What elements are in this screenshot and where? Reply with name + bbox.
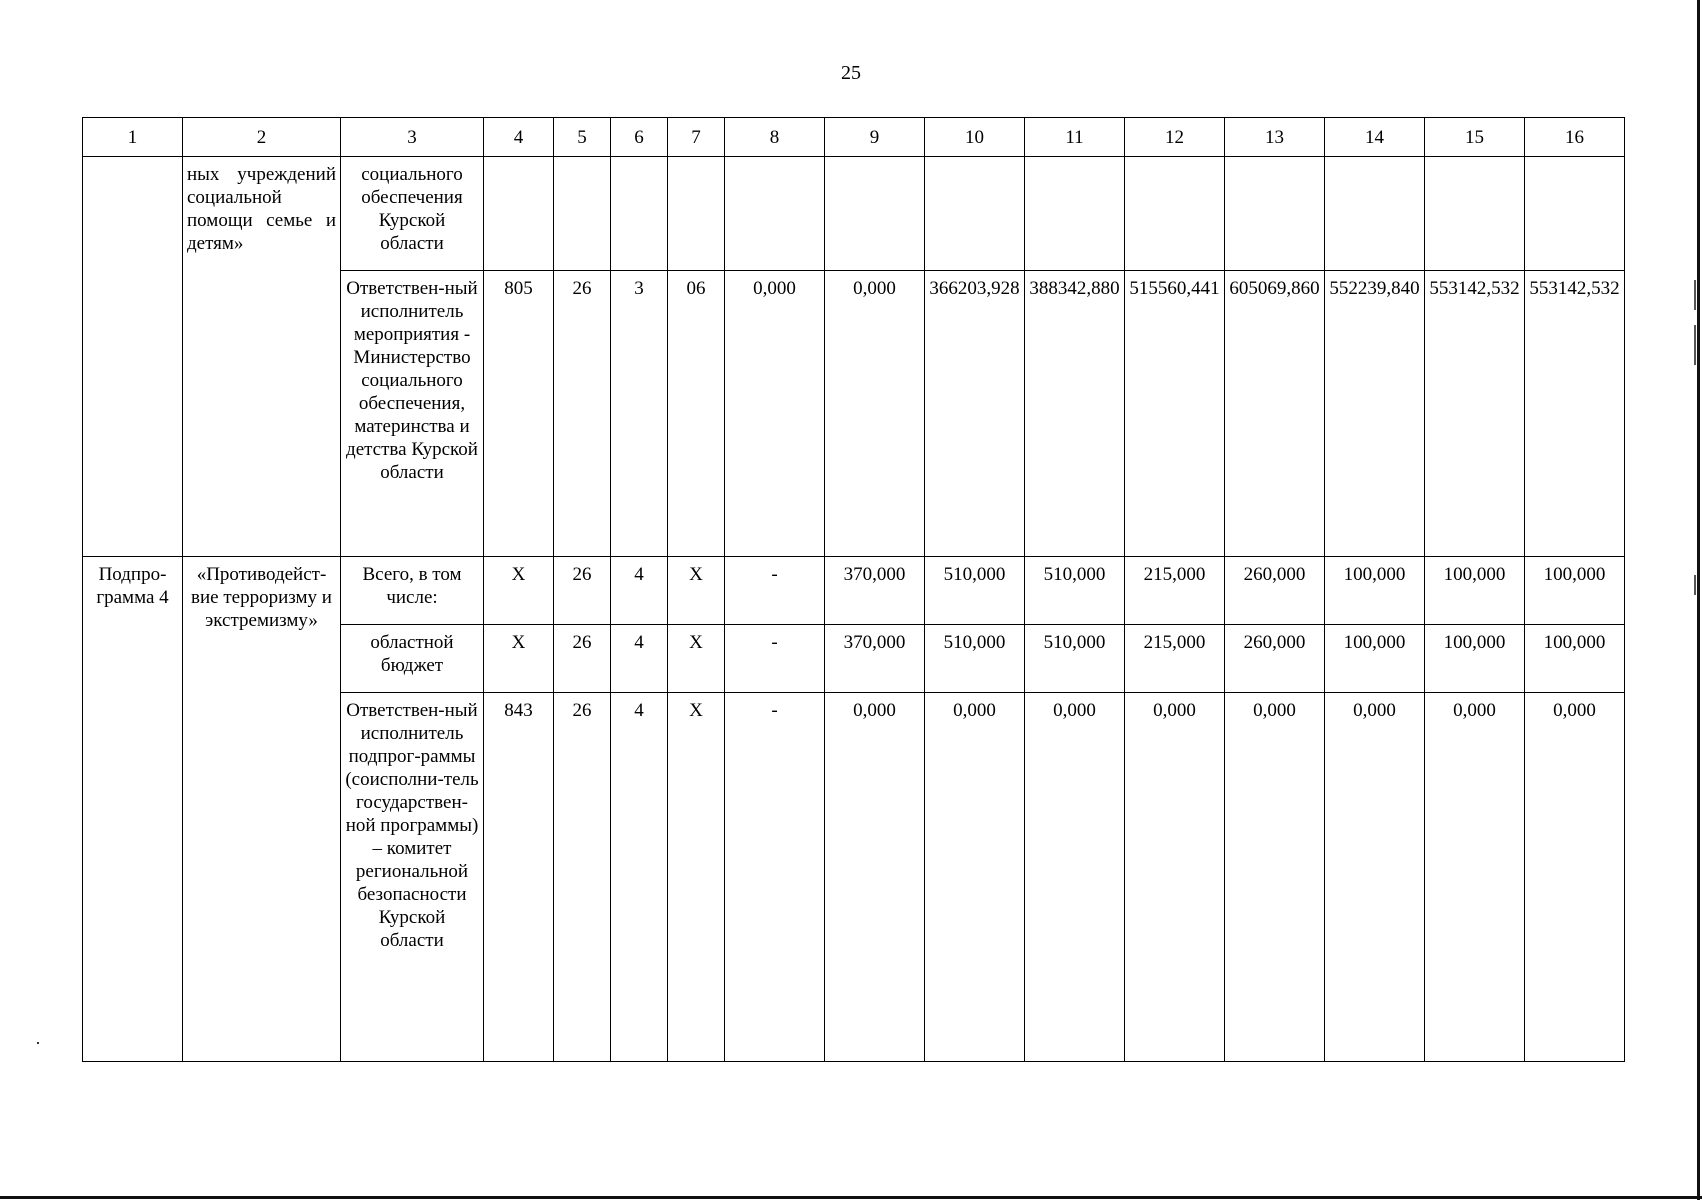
header-cell: 3 xyxy=(341,118,484,157)
cell-empty xyxy=(1225,157,1325,271)
budget-table xyxy=(82,117,1625,1062)
cell-value: 366203,928 xyxy=(925,271,1025,557)
scan-mark xyxy=(1694,280,1696,310)
cell-gp: 26 xyxy=(554,625,611,693)
cell-executor: Ответствен-ный исполнитель подпрог-раммы (соисполни-тель государствен-ной программы) – комитет региональной безопасности Курской области xyxy=(341,693,484,1062)
scan-mark xyxy=(1694,575,1696,595)
cell-col1-empty xyxy=(83,157,183,557)
cell-grbs: Х xyxy=(484,557,554,625)
cell-pgp: 4 xyxy=(611,693,668,1062)
cell-om: Х xyxy=(668,557,725,625)
cell-value: 510,000 xyxy=(925,557,1025,625)
header-cell: 10 xyxy=(925,118,1025,157)
cell-value: 100,000 xyxy=(1325,557,1425,625)
cell-value: 0,000 xyxy=(1125,693,1225,1062)
cell-om: Х xyxy=(668,625,725,693)
cell-pgp: 4 xyxy=(611,625,668,693)
cell-empty xyxy=(1325,157,1425,271)
cell-value: 553142,532 xyxy=(1425,271,1525,557)
page-number: 25 xyxy=(841,62,861,84)
cell-value: 0,000 xyxy=(725,271,825,557)
cell-value: 370,000 xyxy=(825,557,925,625)
cell-empty xyxy=(668,157,725,271)
cell-activity-name: ных учреждений социальной помощи семье и детям» xyxy=(183,157,341,557)
cell-value: 370,000 xyxy=(825,625,925,693)
cell-value: 215,000 xyxy=(1125,625,1225,693)
cell-value: 0,000 xyxy=(1225,693,1325,1062)
cell-value: 510,000 xyxy=(925,625,1025,693)
header-cell: 13 xyxy=(1225,118,1325,157)
header-cell: 14 xyxy=(1325,118,1425,157)
cell-executor: Всего, в том числе: xyxy=(341,557,484,625)
header-cell: 4 xyxy=(484,118,554,157)
cell-value: 552239,840 xyxy=(1325,271,1425,557)
header-cell: 7 xyxy=(668,118,725,157)
header-cell: 2 xyxy=(183,118,341,157)
cell-executor: социального обеспечения Курской области xyxy=(341,157,484,271)
header-cell: 6 xyxy=(611,118,668,157)
header-cell: 16 xyxy=(1525,118,1625,157)
cell-value: 100,000 xyxy=(1425,557,1525,625)
cell-empty xyxy=(725,157,825,271)
cell-value: 100,000 xyxy=(1325,625,1425,693)
cell-gp: 26 xyxy=(554,557,611,625)
cell-empty xyxy=(1025,157,1125,271)
table-row xyxy=(83,157,1625,271)
cell-gp: 26 xyxy=(554,271,611,557)
cell-subprogram-title: «Противодейст-вие терроризму и экстремизму» xyxy=(183,557,341,1062)
cell-grbs: 843 xyxy=(484,693,554,1062)
cell-value: 510,000 xyxy=(1025,625,1125,693)
header-cell: 5 xyxy=(554,118,611,157)
header-cell: 15 xyxy=(1425,118,1525,157)
cell-value: - xyxy=(725,557,825,625)
cell-gp: 26 xyxy=(554,693,611,1062)
cell-value: 510,000 xyxy=(1025,557,1125,625)
cell-empty xyxy=(925,157,1025,271)
header-cell: 12 xyxy=(1125,118,1225,157)
cell-empty xyxy=(611,157,668,271)
cell-value: 260,000 xyxy=(1225,557,1325,625)
cell-empty xyxy=(825,157,925,271)
cell-value: 0,000 xyxy=(1525,693,1625,1062)
header-cell: 11 xyxy=(1025,118,1125,157)
cell-om: Х xyxy=(668,693,725,1062)
cell-value: 0,000 xyxy=(1325,693,1425,1062)
cell-grbs: Х xyxy=(484,625,554,693)
header-cell: 1 xyxy=(83,118,183,157)
cell-value: 0,000 xyxy=(925,693,1025,1062)
cell-pgp: 3 xyxy=(611,271,668,557)
cell-value: - xyxy=(725,693,825,1062)
cell-value: 0,000 xyxy=(825,271,925,557)
cell-value: 215,000 xyxy=(1125,557,1225,625)
cell-value: 553142,532 xyxy=(1525,271,1625,557)
cell-value: 0,000 xyxy=(825,693,925,1062)
header-cell: 8 xyxy=(725,118,825,157)
cell-value: 100,000 xyxy=(1525,557,1625,625)
cell-pgp: 4 xyxy=(611,557,668,625)
cell-value: 0,000 xyxy=(1425,693,1525,1062)
scan-mark xyxy=(37,1042,39,1044)
cell-subprogram: Подпро-грамма 4 xyxy=(83,557,183,1062)
cell-value: 515560,441 xyxy=(1125,271,1225,557)
cell-value: 100,000 xyxy=(1425,625,1525,693)
cell-empty xyxy=(554,157,611,271)
scan-mark xyxy=(1694,325,1696,365)
cell-value: - xyxy=(725,625,825,693)
cell-executor: областной бюджет xyxy=(341,625,484,693)
cell-value: 260,000 xyxy=(1225,625,1325,693)
cell-executor: Ответствен-ный исполнитель мероприятия - Министерство социального обеспечения, материнства и детства Курской области xyxy=(341,271,484,557)
scan-edge-bottom xyxy=(0,1196,1702,1199)
cell-value: 388342,880 xyxy=(1025,271,1125,557)
cell-om: 06 xyxy=(668,271,725,557)
cell-empty xyxy=(1525,157,1625,271)
scan-edge-right xyxy=(1697,0,1700,1200)
cell-empty xyxy=(484,157,554,271)
table-header-row xyxy=(83,118,1625,157)
cell-empty xyxy=(1425,157,1525,271)
cell-value: 605069,860 xyxy=(1225,271,1325,557)
cell-grbs: 805 xyxy=(484,271,554,557)
cell-empty xyxy=(1125,157,1225,271)
cell-value: 100,000 xyxy=(1525,625,1625,693)
table-row xyxy=(83,557,1625,625)
cell-value: 0,000 xyxy=(1025,693,1125,1062)
header-cell: 9 xyxy=(825,118,925,157)
